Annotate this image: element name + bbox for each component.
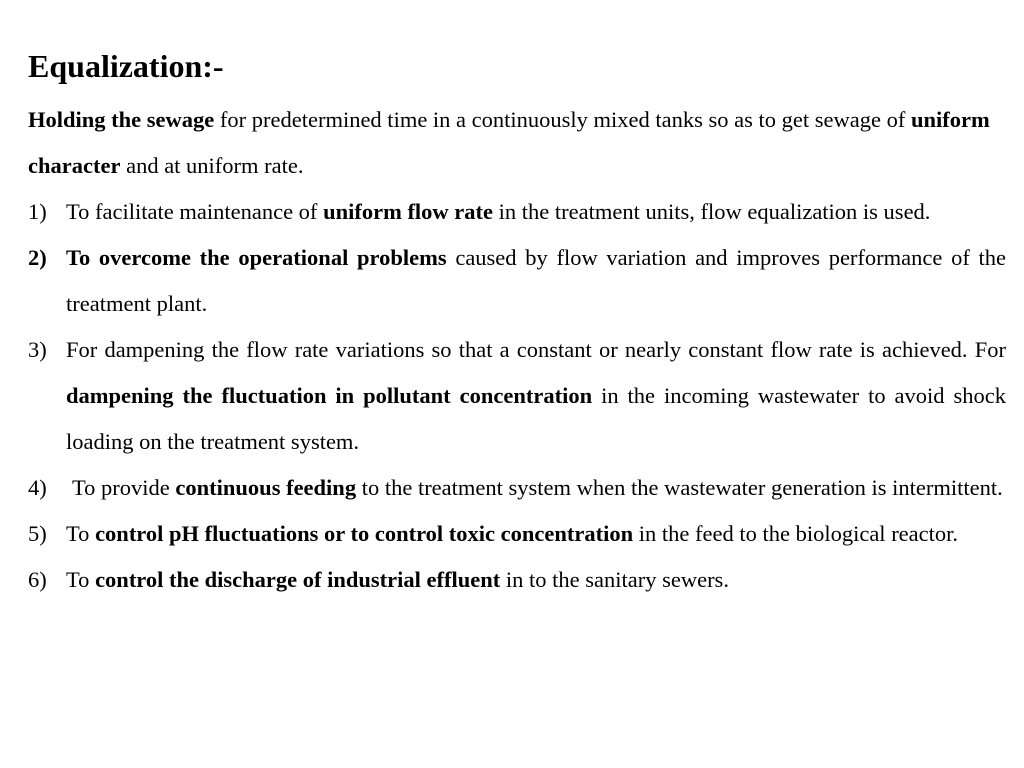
item-text-post: in the feed to the biological reactor. (633, 521, 959, 546)
intro-paragraph (28, 97, 1006, 189)
item-text-post: to the treatment system when the wastewater generation is intermittent. (356, 475, 1003, 500)
item-text-post: in the treatment units, flow equalization is used. (493, 199, 931, 224)
item-text-bold: To overcome the operational problems (66, 245, 447, 270)
intro-bold-uniform: uniform character (28, 107, 990, 178)
item-text-bold: uniform flow rate (323, 199, 494, 224)
item-number: 2) (28, 245, 47, 270)
item-number: 3) (28, 337, 47, 362)
list-item-6 (28, 557, 1006, 603)
item-number: 5) (28, 521, 47, 546)
item-text-post: in to the sanitary sewers. (500, 567, 729, 592)
list-item-5 (28, 511, 1006, 557)
item-number: 1) (28, 199, 47, 224)
item-text-pre: To facilitate maintenance of (66, 199, 324, 224)
item-text-bold: control pH fluctuations or to control toxic concentration (95, 521, 634, 546)
list-item-1 (28, 189, 1006, 235)
list-item-3 (28, 327, 1006, 465)
purpose-list (28, 189, 1006, 603)
item-number: 4) (28, 475, 47, 500)
intro-text-2: and at uniform rate. (120, 153, 304, 178)
item-text-post: caused by flow variation and improves performance of the treatment plant. (66, 245, 1007, 316)
item-text-bold: continuous feeding (175, 475, 357, 500)
intro-bold-holding: Holding the sewage (28, 107, 215, 132)
item-number: 6) (28, 567, 47, 592)
item-text-pre: To (66, 567, 96, 592)
list-item-2 (28, 235, 1006, 327)
item-text-bold: control the discharge of industrial effluent (95, 567, 501, 592)
slide-title: Equalization:- (28, 48, 224, 84)
item-text-pre: For dampening the flow rate variations so that a constant or nearly constant flow rate is achieved. For (66, 337, 1006, 362)
intro-text-1: for predetermined time in a continuously mixed tanks so as to get sewage of (214, 107, 911, 132)
list-item-4 (28, 465, 1006, 511)
item-text-bold: dampening the fluctuation in pollutant concentration (66, 383, 593, 408)
item-text-post: in the incoming wastewater to avoid shock loading on the treatment system. (66, 383, 1006, 454)
item-text-pre: To (66, 521, 96, 546)
item-text-pre: To provide (72, 475, 176, 500)
